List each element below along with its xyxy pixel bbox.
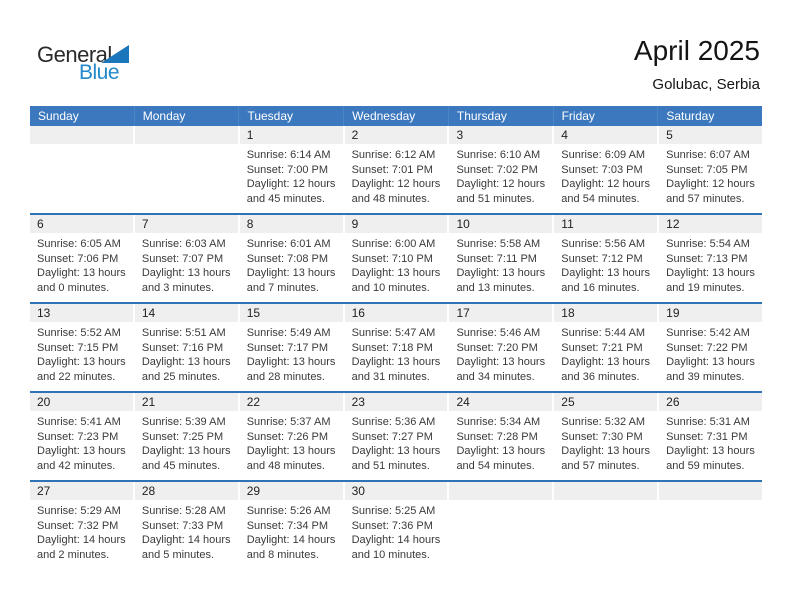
day-number: 27 bbox=[30, 482, 133, 500]
day-cell-empty bbox=[657, 482, 762, 569]
day-details bbox=[345, 322, 448, 384]
weekday-header-thursday: Thursday bbox=[448, 106, 553, 126]
daylight-text: Daylight: 13 hours and 51 minutes. bbox=[351, 445, 441, 472]
general-blue-logo bbox=[37, 44, 167, 89]
day-details bbox=[30, 233, 133, 295]
day-details bbox=[135, 233, 238, 295]
sunset-text: Sunset: 7:27 PM bbox=[351, 430, 433, 443]
daylight-text: Daylight: 14 hours and 5 minutes. bbox=[141, 534, 231, 561]
sunrise-text: Sunrise: 5:58 AM bbox=[456, 238, 541, 250]
daylight-text: Daylight: 12 hours and 51 minutes. bbox=[456, 178, 546, 205]
sunset-text: Sunset: 7:07 PM bbox=[141, 252, 224, 265]
weekday-header-friday: Friday bbox=[553, 106, 658, 126]
sunrise-text: Sunrise: 6:10 AM bbox=[456, 149, 541, 161]
sunrise-text: Sunrise: 5:52 AM bbox=[37, 327, 121, 339]
day-details bbox=[449, 411, 552, 473]
day-cell-30 bbox=[343, 482, 448, 569]
day-number: 11 bbox=[554, 215, 657, 233]
day-cell-9 bbox=[343, 215, 448, 302]
day-number: 24 bbox=[449, 393, 552, 411]
sunset-text: Sunset: 7:01 PM bbox=[351, 163, 433, 176]
daylight-text: Daylight: 13 hours and 48 minutes. bbox=[246, 445, 336, 472]
day-number: 12 bbox=[659, 215, 762, 233]
daylight-text: Daylight: 12 hours and 45 minutes. bbox=[246, 178, 336, 205]
week-row-5 bbox=[30, 480, 762, 569]
daylight-text: Daylight: 12 hours and 57 minutes. bbox=[666, 178, 755, 205]
daylight-text: Daylight: 13 hours and 22 minutes. bbox=[37, 356, 126, 383]
daylight-text: Daylight: 13 hours and 25 minutes. bbox=[141, 356, 231, 383]
sunrise-text: Sunrise: 6:05 AM bbox=[37, 238, 121, 250]
sunrise-text: Sunrise: 5:28 AM bbox=[141, 505, 226, 517]
day-details bbox=[30, 322, 133, 384]
sunrise-text: Sunrise: 5:32 AM bbox=[561, 416, 646, 428]
sunset-text: Sunset: 7:36 PM bbox=[351, 519, 433, 532]
day-cell-22 bbox=[238, 393, 343, 480]
sunset-text: Sunset: 7:30 PM bbox=[561, 430, 643, 443]
day-details bbox=[449, 233, 552, 295]
day-number: 1 bbox=[240, 126, 343, 144]
day-details bbox=[554, 233, 657, 295]
day-cell-29 bbox=[238, 482, 343, 569]
weekday-header-monday: Monday bbox=[134, 106, 239, 126]
day-cell-26 bbox=[657, 393, 762, 480]
calendar-table bbox=[30, 106, 762, 569]
daylight-text: Daylight: 14 hours and 10 minutes. bbox=[351, 534, 441, 561]
day-details bbox=[240, 411, 343, 473]
day-number bbox=[554, 482, 657, 500]
week-row-2 bbox=[30, 213, 762, 302]
day-number: 28 bbox=[135, 482, 238, 500]
day-cell-5 bbox=[657, 126, 762, 213]
daylight-text: Daylight: 13 hours and 42 minutes. bbox=[37, 445, 126, 472]
sunset-text: Sunset: 7:06 PM bbox=[37, 252, 119, 265]
week-row-1 bbox=[30, 126, 762, 213]
day-number: 14 bbox=[135, 304, 238, 322]
sunrise-text: Sunrise: 6:03 AM bbox=[141, 238, 226, 250]
day-details bbox=[240, 144, 343, 206]
day-number: 4 bbox=[554, 126, 657, 144]
day-number bbox=[449, 482, 552, 500]
week-row-4 bbox=[30, 391, 762, 480]
day-cell-15 bbox=[238, 304, 343, 391]
day-number: 9 bbox=[345, 215, 448, 233]
daylight-text: Daylight: 13 hours and 7 minutes. bbox=[246, 267, 336, 294]
day-cell-17 bbox=[447, 304, 552, 391]
day-details bbox=[449, 322, 552, 384]
day-number: 19 bbox=[659, 304, 762, 322]
sunrise-text: Sunrise: 5:29 AM bbox=[37, 505, 121, 517]
day-cell-14 bbox=[133, 304, 238, 391]
day-cell-1 bbox=[238, 126, 343, 213]
sunrise-text: Sunrise: 5:56 AM bbox=[561, 238, 646, 250]
sunrise-text: Sunrise: 5:41 AM bbox=[37, 416, 121, 428]
sunset-text: Sunset: 7:03 PM bbox=[561, 163, 643, 176]
title-block bbox=[634, 36, 760, 93]
day-number: 20 bbox=[30, 393, 133, 411]
sunrise-text: Sunrise: 5:39 AM bbox=[141, 416, 226, 428]
sunrise-text: Sunrise: 5:34 AM bbox=[456, 416, 541, 428]
day-details bbox=[135, 411, 238, 473]
daylight-text: Daylight: 13 hours and 13 minutes. bbox=[456, 267, 546, 294]
day-number: 2 bbox=[345, 126, 448, 144]
week-row-3 bbox=[30, 302, 762, 391]
sunset-text: Sunset: 7:25 PM bbox=[141, 430, 224, 443]
calendar-grid bbox=[30, 126, 762, 569]
sunrise-text: Sunrise: 5:47 AM bbox=[351, 327, 436, 339]
day-cell-18 bbox=[552, 304, 657, 391]
day-cell-empty bbox=[30, 126, 133, 213]
day-cell-2 bbox=[343, 126, 448, 213]
day-cell-28 bbox=[133, 482, 238, 569]
daylight-text: Daylight: 12 hours and 48 minutes. bbox=[351, 178, 441, 205]
sunset-text: Sunset: 7:00 PM bbox=[246, 163, 329, 176]
daylight-text: Daylight: 12 hours and 54 minutes. bbox=[561, 178, 650, 205]
day-number: 15 bbox=[240, 304, 343, 322]
weekday-header-sunday: Sunday bbox=[38, 109, 79, 123]
day-cell-24 bbox=[447, 393, 552, 480]
day-cell-3 bbox=[447, 126, 552, 213]
sunset-text: Sunset: 7:22 PM bbox=[666, 341, 748, 354]
daylight-text: Daylight: 13 hours and 59 minutes. bbox=[666, 445, 755, 472]
daylight-text: Daylight: 14 hours and 2 minutes. bbox=[37, 534, 126, 561]
daylight-text: Daylight: 13 hours and 0 minutes. bbox=[37, 267, 126, 294]
day-cell-10 bbox=[447, 215, 552, 302]
day-details bbox=[30, 500, 133, 562]
day-details bbox=[659, 233, 762, 295]
day-number: 17 bbox=[449, 304, 552, 322]
day-number: 25 bbox=[554, 393, 657, 411]
sunrise-text: Sunrise: 5:44 AM bbox=[561, 327, 646, 339]
sunset-text: Sunset: 7:18 PM bbox=[351, 341, 433, 354]
day-details bbox=[554, 144, 657, 206]
day-details bbox=[345, 500, 448, 562]
sunrise-text: Sunrise: 6:14 AM bbox=[246, 149, 331, 161]
sunrise-text: Sunrise: 5:54 AM bbox=[666, 238, 750, 250]
day-number bbox=[30, 126, 133, 144]
sunrise-text: Sunrise: 6:01 AM bbox=[246, 238, 331, 250]
sunrise-text: Sunrise: 5:42 AM bbox=[666, 327, 750, 339]
day-number: 29 bbox=[240, 482, 343, 500]
day-details bbox=[449, 144, 552, 206]
day-number: 26 bbox=[659, 393, 762, 411]
day-details bbox=[135, 500, 238, 562]
daylight-text: Daylight: 13 hours and 28 minutes. bbox=[246, 356, 336, 383]
day-cell-7 bbox=[133, 215, 238, 302]
day-cell-13 bbox=[30, 304, 133, 391]
day-details bbox=[240, 500, 343, 562]
day-number: 3 bbox=[449, 126, 552, 144]
day-details bbox=[659, 411, 762, 473]
sunset-text: Sunset: 7:16 PM bbox=[141, 341, 224, 354]
day-details bbox=[554, 322, 657, 384]
day-cell-empty bbox=[552, 482, 657, 569]
sunset-text: Sunset: 7:13 PM bbox=[666, 252, 748, 265]
day-cell-8 bbox=[238, 215, 343, 302]
daylight-text: Daylight: 13 hours and 45 minutes. bbox=[141, 445, 231, 472]
sunset-text: Sunset: 7:34 PM bbox=[246, 519, 329, 532]
sunset-text: Sunset: 7:33 PM bbox=[141, 519, 224, 532]
day-number: 13 bbox=[30, 304, 133, 322]
sunset-text: Sunset: 7:11 PM bbox=[456, 252, 537, 265]
weekday-header-row bbox=[30, 106, 762, 126]
sunrise-text: Sunrise: 6:12 AM bbox=[351, 149, 436, 161]
daylight-text: Daylight: 13 hours and 3 minutes. bbox=[141, 267, 231, 294]
day-cell-20 bbox=[30, 393, 133, 480]
sunrise-text: Sunrise: 5:51 AM bbox=[141, 327, 226, 339]
day-number: 18 bbox=[554, 304, 657, 322]
sunset-text: Sunset: 7:05 PM bbox=[666, 163, 748, 176]
day-details bbox=[659, 144, 762, 206]
sunset-text: Sunset: 7:21 PM bbox=[561, 341, 643, 354]
logo-text-blue: Blue bbox=[79, 61, 120, 84]
day-cell-16 bbox=[343, 304, 448, 391]
daylight-text: Daylight: 13 hours and 16 minutes. bbox=[561, 267, 650, 294]
day-number: 6 bbox=[30, 215, 133, 233]
sunrise-text: Sunrise: 5:49 AM bbox=[246, 327, 331, 339]
day-cell-21 bbox=[133, 393, 238, 480]
daylight-text: Daylight: 13 hours and 54 minutes. bbox=[456, 445, 546, 472]
day-number bbox=[135, 126, 238, 144]
day-number: 5 bbox=[659, 126, 762, 144]
sunset-text: Sunset: 7:02 PM bbox=[456, 163, 538, 176]
day-cell-6 bbox=[30, 215, 133, 302]
sunrise-text: Sunrise: 5:31 AM bbox=[666, 416, 750, 428]
location-subtitle: Golubac, Serbia bbox=[652, 75, 760, 93]
sunrise-text: Sunrise: 5:46 AM bbox=[456, 327, 541, 339]
day-details bbox=[345, 411, 448, 473]
sunset-text: Sunset: 7:08 PM bbox=[246, 252, 329, 265]
day-details bbox=[240, 322, 343, 384]
day-number: 7 bbox=[135, 215, 238, 233]
day-details bbox=[554, 411, 657, 473]
day-cell-12 bbox=[657, 215, 762, 302]
daylight-text: Daylight: 13 hours and 57 minutes. bbox=[561, 445, 650, 472]
logo-text-general: General bbox=[37, 42, 112, 67]
daylight-text: Daylight: 13 hours and 39 minutes. bbox=[666, 356, 755, 383]
day-number: 30 bbox=[345, 482, 448, 500]
day-cell-25 bbox=[552, 393, 657, 480]
sunset-text: Sunset: 7:15 PM bbox=[37, 341, 119, 354]
sunrise-text: Sunrise: 5:37 AM bbox=[246, 416, 331, 428]
sunset-text: Sunset: 7:26 PM bbox=[246, 430, 329, 443]
sunrise-text: Sunrise: 6:07 AM bbox=[666, 149, 750, 161]
day-number: 21 bbox=[135, 393, 238, 411]
sunset-text: Sunset: 7:32 PM bbox=[37, 519, 119, 532]
day-number: 16 bbox=[345, 304, 448, 322]
sunset-text: Sunset: 7:10 PM bbox=[351, 252, 433, 265]
month-title: April 2025 bbox=[633, 35, 760, 66]
daylight-text: Daylight: 13 hours and 34 minutes. bbox=[456, 356, 546, 383]
sunrise-text: Sunrise: 5:26 AM bbox=[246, 505, 331, 517]
sunset-text: Sunset: 7:28 PM bbox=[456, 430, 538, 443]
sunset-text: Sunset: 7:31 PM bbox=[666, 430, 748, 443]
sunset-text: Sunset: 7:20 PM bbox=[456, 341, 538, 354]
day-number bbox=[659, 482, 762, 500]
day-cell-4 bbox=[552, 126, 657, 213]
sunset-text: Sunset: 7:17 PM bbox=[246, 341, 329, 354]
sunrise-text: Sunrise: 6:09 AM bbox=[561, 149, 646, 161]
sunrise-text: Sunrise: 5:36 AM bbox=[351, 416, 436, 428]
daylight-text: Daylight: 13 hours and 19 minutes. bbox=[666, 267, 755, 294]
day-details bbox=[135, 322, 238, 384]
day-cell-11 bbox=[552, 215, 657, 302]
day-details bbox=[240, 233, 343, 295]
day-number: 22 bbox=[240, 393, 343, 411]
day-cell-empty bbox=[447, 482, 552, 569]
day-cell-23 bbox=[343, 393, 448, 480]
daylight-text: Daylight: 14 hours and 8 minutes. bbox=[246, 534, 336, 561]
day-cell-27 bbox=[30, 482, 133, 569]
weekday-header-tuesday: Tuesday bbox=[238, 106, 343, 126]
sunrise-text: Sunrise: 6:00 AM bbox=[351, 238, 436, 250]
day-details bbox=[659, 322, 762, 384]
daylight-text: Daylight: 13 hours and 31 minutes. bbox=[351, 356, 441, 383]
day-details bbox=[345, 233, 448, 295]
day-number: 8 bbox=[240, 215, 343, 233]
sunrise-text: Sunrise: 5:25 AM bbox=[351, 505, 436, 517]
daylight-text: Daylight: 13 hours and 36 minutes. bbox=[561, 356, 650, 383]
sunset-text: Sunset: 7:12 PM bbox=[561, 252, 643, 265]
weekday-header-wednesday: Wednesday bbox=[343, 106, 448, 126]
weekday-header-saturday: Saturday bbox=[657, 106, 762, 126]
day-number: 23 bbox=[345, 393, 448, 411]
day-cell-19 bbox=[657, 304, 762, 391]
day-cell-empty bbox=[133, 126, 238, 213]
day-details bbox=[345, 144, 448, 206]
sunset-text: Sunset: 7:23 PM bbox=[37, 430, 119, 443]
daylight-text: Daylight: 13 hours and 10 minutes. bbox=[351, 267, 441, 294]
day-number: 10 bbox=[449, 215, 552, 233]
day-details bbox=[30, 411, 133, 473]
